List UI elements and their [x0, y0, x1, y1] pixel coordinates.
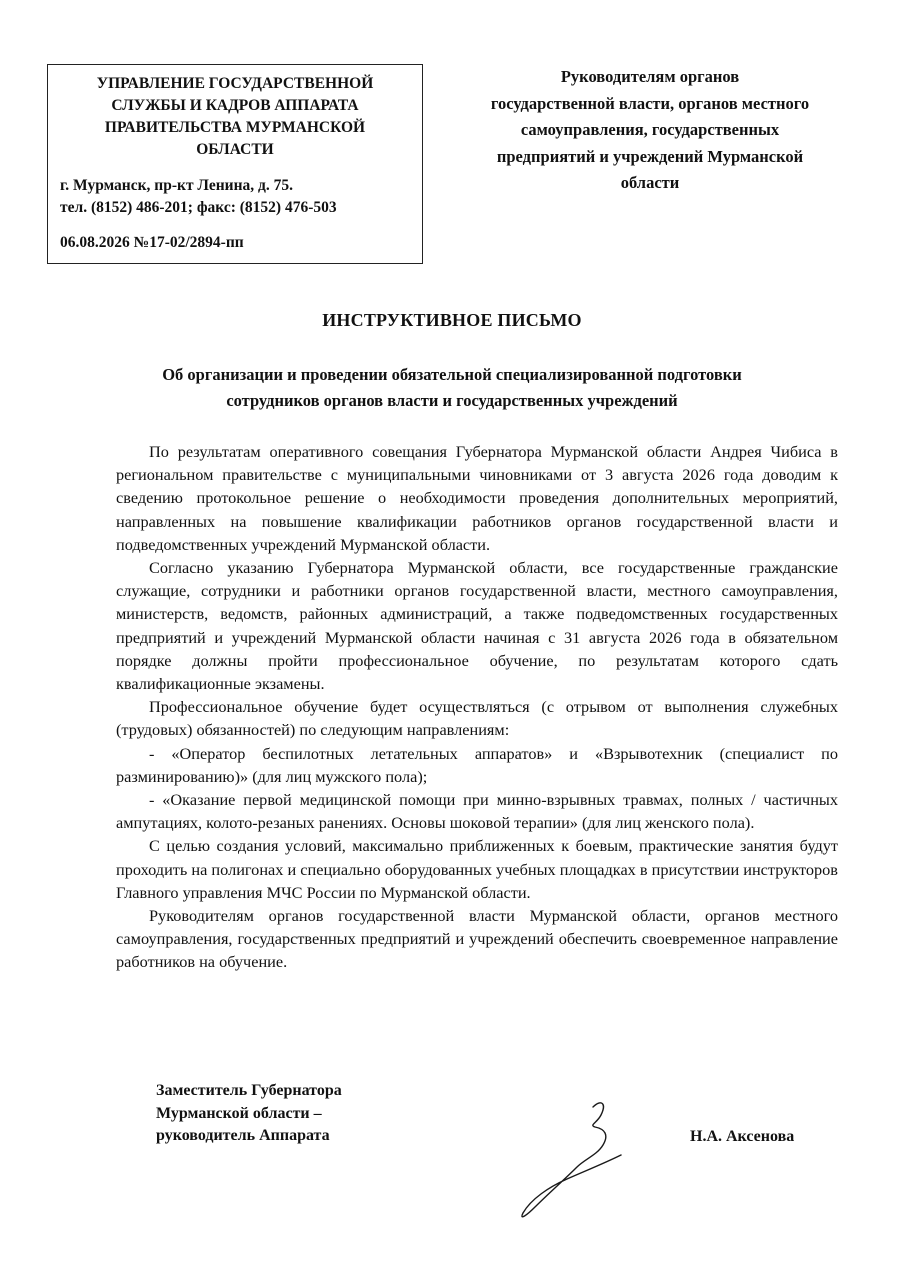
body-list-item: - «Оказание первой медицинской помощи при минно-взрывных травмах, полных / частичных ампутациях, колото-резаных ранениях. Основы шоковой терапии» (для лиц женского пола).	[116, 790, 838, 833]
subject-line: Об организации и проведении обязательной специализированной подготовки	[162, 365, 742, 384]
document-body	[116, 440, 838, 974]
signatory-position-line: Заместитель Губернатора	[156, 1082, 342, 1099]
body-paragraph: По результатам оперативного совещания Губернатора Мурманской области Андрея Чибиса в региональном правительстве с муниципальными чиновниками от 3 августа 2026 года доводим к сведению протокольное решение о необходимости проведения дополнительных мероприятий, направленных на повышение квалификации работников органов государственной власти и подведомственных учреждений Мурманской области.	[116, 442, 838, 554]
subject-line: сотрудников органов власти и государственных учреждений	[226, 391, 678, 410]
addressee-line: предприятий и учреждений Мурманской	[496, 146, 804, 166]
handwritten-signature	[505, 1095, 650, 1225]
signatory-position-line: руководитель Аппарата	[156, 1127, 330, 1144]
addressee-block	[440, 64, 860, 197]
addressee-line: Руководителям органов	[560, 67, 740, 86]
document-title: ИНСТРУКТИВНОЕ ПИСЬМО	[322, 310, 582, 330]
addressee-line: области	[620, 173, 680, 192]
signatory-name: Н.А. Аксенова	[690, 1128, 795, 1145]
sender-contacts	[60, 175, 337, 219]
sender-phone: тел. (8152) 486-201; факс: (8152) 476-503	[60, 199, 337, 216]
signatory-position-line: Мурманской области –	[156, 1104, 322, 1122]
sender-organization	[48, 73, 422, 161]
sender-org-line: СЛУЖБЫ И КАДРОВ АППАРАТА	[111, 97, 359, 114]
sender-org-line: ПРАВИТЕЛЬСТВА МУРМАНСКОЙ	[104, 119, 366, 136]
signatory-position	[156, 1080, 342, 1148]
body-paragraph: Руководителям органов государственной власти Мурманской области, органов местного самоуправления, государственных предприятий и учреждений обеспечить своевременное направление работников на обучение.	[116, 906, 838, 972]
body-list-item: - «Оператор беспилотных летательных аппаратов» и «Взрывотехник (специалист по разминированию)» (для лиц мужского пола);	[116, 743, 838, 786]
sender-stamp-box	[47, 64, 423, 264]
sender-address: г. Мурманск, пр-кт Ленина, д. 75.	[60, 177, 294, 194]
body-paragraph: С целью создания условий, максимально приближенных к боевым, практические занятия будут проходить на полигонах и специально оборудованных учебных площадках в присутствии инструкторов Главного управления МЧС России по Мурманской области.	[116, 836, 838, 902]
sender-org-line: УПРАВЛЕНИЕ ГОСУДАРСТВЕННОЙ	[96, 75, 374, 92]
body-paragraph: Профессиональное обучение будет осуществляться (с отрывом от выполнения служебных (трудовых) обязанностей) по следующим направлениям:	[116, 697, 838, 740]
sender-org-line: ОБЛАСТИ	[196, 141, 274, 158]
addressee-line: самоуправления, государственных	[520, 120, 780, 139]
document-number: 06.08.2026 №17-02/2894-пп	[60, 234, 244, 251]
document-subject	[0, 362, 904, 414]
addressee-line: государственной власти, органов местного	[490, 93, 810, 113]
body-paragraph: Согласно указанию Губернатора Мурманской области, все государственные гражданские служащие, сотрудники и работники органов государственной власти, местного самоуправления, министерств, ведомств, районных администраций, а также подведомственных государственных предприятий и учреждений Мурманской области начиная с 31 августа 2026 года в обязательном порядке должны пройти профессиональное обучение, по результатам которого сдать квалификационные экзамены.	[116, 558, 838, 694]
